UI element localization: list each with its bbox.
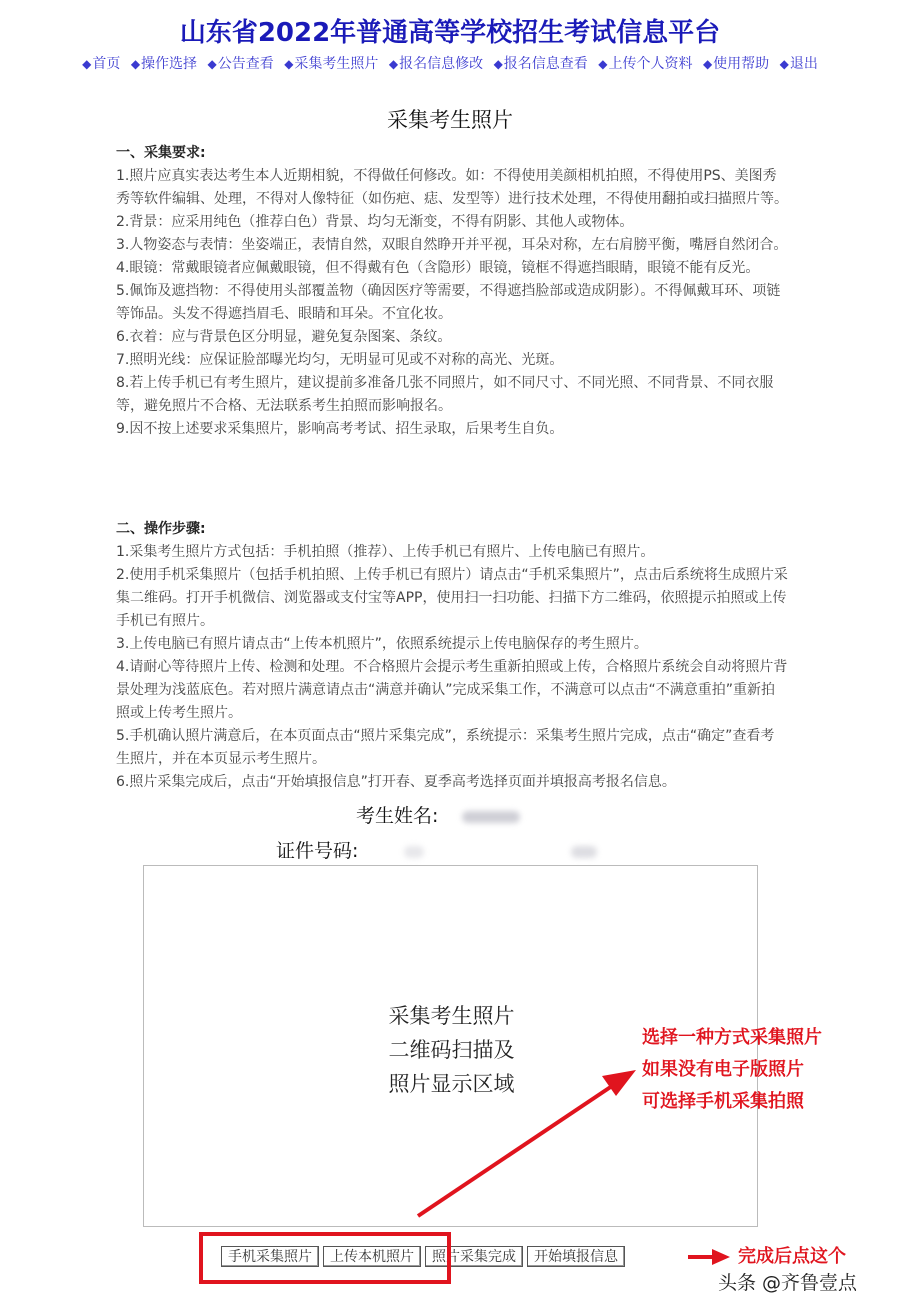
nav-operation-select[interactable]: ◆操作选择	[130, 56, 198, 72]
requirement-item: 1.照片应真实表达考生本人近期相貌，不得做任何修改。如：不得使用美颜相机拍照，不得使用PS、美图秀秀等软件编辑、处理，不得对人像特征（如伤疤、痣、发型等）进行技术处理，不得使用翻拍或扫描照片等。	[116, 168, 788, 207]
step-item: 2.使用手机采集照片（包括手机拍照、上传手机已有照片）请点击“手机采集照片”，点击后系统将生成照片采集二维码。打开手机微信、浏览器或支付宝等APP，使用扫一扫功能、扫描下方二维码，依照提示拍照或上传手机已有照片。	[116, 567, 788, 629]
start-filling-button[interactable]: 开始填报信息	[527, 1246, 625, 1267]
requirement-item: 9.因不按上述要求采集照片，影响高考考试、招生录取，后果考生自负。	[116, 421, 564, 437]
step-item: 1.采集考生照片方式包括：手机拍照（推荐）、上传手机已有照片、上传电脑已有照片。	[116, 544, 655, 560]
candidate-id-label: 证件号码:	[276, 840, 359, 862]
nav-view-registration[interactable]: ◆报名信息查看	[493, 56, 588, 72]
nav-logout[interactable]: ◆退出	[779, 56, 818, 72]
requirement-item: 6.衣着：应与背景色区分明显，避免复杂图案、条纹。	[116, 329, 452, 345]
requirement-item: 2.背景：应采用纯色（推荐白色）背景、均匀无渐变，不得有阴影、其他人或物体。	[116, 214, 634, 230]
page-title: 采集考生照片	[387, 108, 513, 132]
candidate-name-label: 考生姓名:	[356, 805, 439, 827]
nav-announcements[interactable]: ◆公告查看	[207, 56, 274, 72]
photo-area-placeholder: 采集考生照片 二维码扫描及 照片显示区域	[388, 1004, 515, 1096]
diamond-bullet-icon: ◆	[284, 57, 294, 71]
upload-local-photo-button[interactable]: 上传本机照片	[323, 1246, 421, 1267]
diamond-bullet-icon: ◆	[493, 57, 503, 71]
annotation-hint: 选择一种方式采集照片 如果没有电子版照片 可选择手机采集拍照	[642, 1027, 822, 1112]
diamond-bullet-icon: ◆	[82, 57, 92, 71]
nav-capture-photo[interactable]: ◆采集考生照片	[284, 56, 379, 72]
diamond-bullet-icon: ◆	[130, 57, 141, 71]
nav-edit-registration[interactable]: ◆报名信息修改	[388, 56, 484, 72]
requirements-heading: 一、采集要求:	[116, 145, 206, 161]
requirement-item: 8.若上传手机已有考生照片，建议提前多准备几张不同照片，如不同尺寸、不同光照、不同背景、不同衣服等，避免照片不合格、无法联系考生拍照而影响报名。	[116, 375, 774, 414]
diamond-bullet-icon: ◆	[702, 57, 713, 71]
diamond-bullet-icon: ◆	[388, 57, 399, 71]
requirement-item: 4.眼镜：常戴眼镜者应佩戴眼镜，但不得戴有色（含隐形）眼镜，镜框不得遮挡眼睛，眼镜不能有反光。	[116, 260, 760, 276]
mobile-capture-button[interactable]: 手机采集照片	[221, 1246, 319, 1267]
diamond-bullet-icon: ◆	[779, 57, 789, 71]
capture-complete-button[interactable]: 照片采集完成	[425, 1246, 523, 1267]
step-item: 6.照片采集完成后，点击“开始填报信息”打开春、夏季高考选择页面并填报高考报名信息。	[116, 774, 676, 790]
step-item: 4.请耐心等待照片上传、检测和处理。不合格照片会提示考生重新拍照或上传，合格照片系统会自动将照片背景处理为浅蓝底色。若对照片满意请点击“满意并确认”完成采集工作，不满意可以点击“不满意重拍”重新拍照或上传考生照片。	[116, 659, 788, 721]
arrow-right-icon	[688, 1249, 730, 1265]
annotation-done-hint: 完成后点这个	[738, 1246, 846, 1267]
step-item: 3.上传电脑已有照片请点击“上传本机照片”，依照系统提示上传电脑保存的考生照片。	[116, 636, 648, 652]
diamond-bullet-icon: ◆	[598, 57, 608, 71]
nav-upload-documents[interactable]: ◆上传个人资料	[598, 56, 693, 72]
diamond-bullet-icon: ◆	[207, 57, 217, 71]
arrow-up-right-icon	[418, 1070, 636, 1216]
nav-home[interactable]: ◆首页	[82, 56, 121, 72]
step-item: 5.手机确认照片满意后，在本页面点击“照片采集完成”，系统提示：采集考生照片完成，点击“确定”查看考生照片，并在本页显示考生照片。	[116, 728, 775, 767]
requirement-item: 5.佩饰及遮挡物：不得使用头部覆盖物（确因医疗等需要，不得遮挡脸部或造成阴影）。不得佩戴耳环、项链等饰品。头发不得遮挡眉毛、眼睛和耳朵。不宜化妆。	[116, 283, 781, 322]
site-title: 山东省2022年普通高等学校招生考试信息平台	[179, 18, 721, 48]
requirement-item: 3.人物姿态与表情：坐姿端正，表情自然，双眼自然睁开并平视，耳朵对称，左右肩膀平衡，嘴唇自然闭合。	[116, 237, 788, 253]
nav-help[interactable]: ◆使用帮助	[702, 56, 770, 72]
watermark: 头条 @齐鲁壹点	[718, 1272, 858, 1294]
requirement-item: 7.照明光线：应保证脸部曝光均匀，无明显可见或不对称的高光、光斑。	[116, 352, 564, 368]
steps-heading: 二、操作步骤:	[116, 521, 206, 537]
